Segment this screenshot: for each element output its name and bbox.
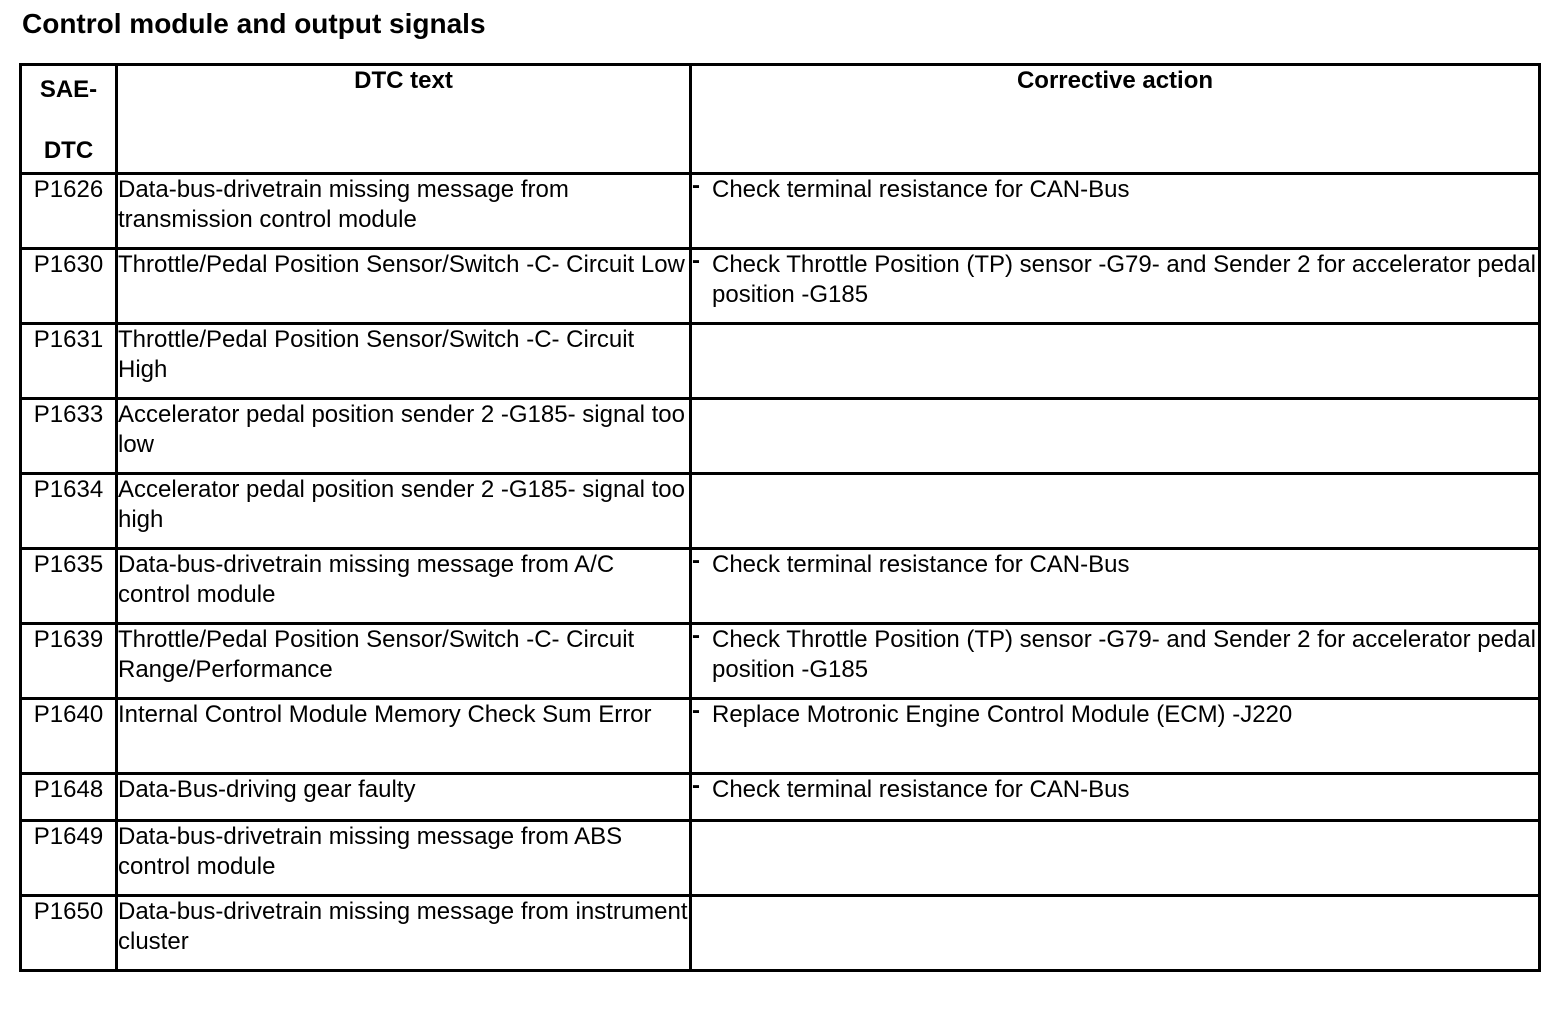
column-header-sae-dtc	[21, 65, 117, 174]
dtc-code-cell: P1626	[21, 174, 117, 249]
corrective-action-text: Check terminal resistance for CAN-Bus	[712, 176, 1130, 203]
dash-bullet-icon: -	[692, 547, 700, 574]
dtc-text-cell: Data-bus-drivetrain missing message from instrument cluster	[117, 896, 691, 971]
dtc-code-cell: P1634	[21, 474, 117, 549]
dtc-code-cell: P1648	[21, 774, 117, 821]
corrective-action-text: Check Throttle Position (TP) sensor -G79- and Sender 2 for accelerator pedal position -G185	[712, 626, 1536, 683]
table-row	[21, 549, 1540, 624]
table-row	[21, 249, 1540, 324]
corrective-action-item	[692, 772, 1538, 805]
dtc-text-cell: Throttle/Pedal Position Sensor/Switch -C- Circuit Low	[117, 249, 691, 324]
table-row	[21, 174, 1540, 249]
corrective-action-cell	[691, 249, 1540, 324]
corrective-action-cell	[691, 174, 1540, 249]
dtc-code-cell: P1635	[21, 549, 117, 624]
table-row	[21, 474, 1540, 549]
dtc-code-cell: P1650	[21, 896, 117, 971]
table-row	[21, 896, 1540, 971]
corrective-action-cell	[691, 896, 1540, 971]
table-row	[21, 399, 1540, 474]
dtc-code-cell: P1633	[21, 399, 117, 474]
page-title: Control module and output signals	[22, 8, 486, 39]
corrective-action-cell	[691, 474, 1540, 549]
dash-bullet-icon: -	[692, 247, 700, 274]
table-row	[21, 774, 1540, 821]
corrective-action-item	[692, 172, 1538, 205]
corrective-action-cell	[691, 624, 1540, 699]
corrective-action-cell	[691, 699, 1540, 774]
dtc-code-cell: P1630	[21, 249, 117, 324]
dtc-text-cell: Throttle/Pedal Position Sensor/Switch -C- Circuit Range/Performance	[117, 624, 691, 699]
table-body	[21, 174, 1540, 971]
corrective-action-cell	[691, 821, 1540, 896]
column-header-corrective-action: Corrective action	[691, 65, 1540, 174]
corrective-action-text: Replace Motronic Engine Control Module (ECM) -J220	[712, 701, 1293, 728]
corrective-action-item	[692, 622, 1538, 685]
dash-bullet-icon: -	[692, 697, 700, 724]
table-header-row	[21, 65, 1540, 174]
table-row	[21, 699, 1540, 774]
dtc-text-cell: Data-bus-drivetrain missing message from A/C control module	[117, 549, 691, 624]
dtc-table	[19, 63, 1541, 972]
corrective-action-cell	[691, 399, 1540, 474]
corrective-action-text: Check terminal resistance for CAN-Bus	[712, 776, 1130, 803]
corrective-action-cell	[691, 324, 1540, 399]
corrective-action-item	[692, 697, 1538, 730]
corrective-action-item	[692, 247, 1538, 310]
dtc-text-cell: Accelerator pedal position sender 2 -G185- signal too high	[117, 474, 691, 549]
dtc-text-cell: Internal Control Module Memory Check Sum Error	[117, 699, 691, 774]
dtc-code-cell: P1649	[21, 821, 117, 896]
table-row	[21, 821, 1540, 896]
corrective-action-text: Check Throttle Position (TP) sensor -G79- and Sender 2 for accelerator pedal position -G185	[712, 251, 1536, 308]
dash-bullet-icon: -	[692, 172, 700, 199]
dtc-text-cell: Data-Bus-driving gear faulty	[117, 774, 691, 821]
corrective-action-item	[692, 547, 1538, 580]
dtc-text-cell: Throttle/Pedal Position Sensor/Switch -C- Circuit High	[117, 324, 691, 399]
column-header-dtc-text: DTC text	[117, 65, 691, 174]
dtc-code-cell: P1631	[21, 324, 117, 399]
table-row	[21, 624, 1540, 699]
dtc-text-cell: Accelerator pedal position sender 2 -G185- signal too low	[117, 399, 691, 474]
dash-bullet-icon: -	[692, 622, 700, 649]
column-header-sae-dtc-line1: SAE-	[39, 76, 98, 103]
column-header-sae-dtc-line2: DTC	[43, 137, 94, 164]
corrective-action-text: Check terminal resistance for CAN-Bus	[712, 551, 1130, 578]
dtc-text-cell: Data-bus-drivetrain missing message from ABS control module	[117, 821, 691, 896]
dtc-code-cell: P1639	[21, 624, 117, 699]
corrective-action-cell	[691, 774, 1540, 821]
dtc-code-cell: P1640	[21, 699, 117, 774]
dtc-text-cell: Data-bus-drivetrain missing message from transmission control module	[117, 174, 691, 249]
table-row	[21, 324, 1540, 399]
dash-bullet-icon: -	[692, 772, 700, 799]
corrective-action-cell	[691, 549, 1540, 624]
